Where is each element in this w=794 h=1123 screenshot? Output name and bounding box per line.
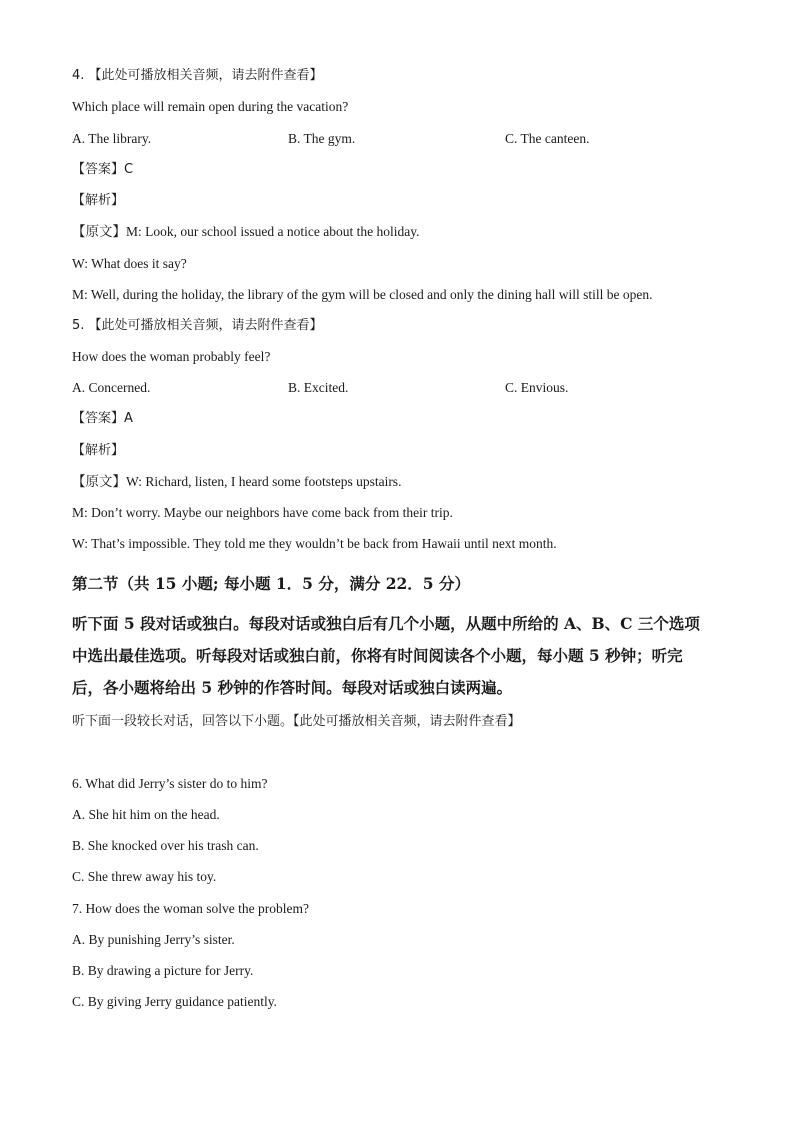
q5-header: 5. 【此处可播放相关音频，请去附件查看】 <box>72 318 323 333</box>
q4-analysis: 【解析】 <box>72 193 125 208</box>
q5-question: How does the woman probably feel? <box>72 349 271 364</box>
q5-transcript-line-2: M: Don’t worry. Maybe our neighbors have come back from their trip. <box>72 505 453 520</box>
q4-header: 4. 【此处可播放相关音频，请去附件查看】 <box>72 68 323 83</box>
q4-option-a: A. The library. <box>72 131 152 146</box>
q5-analysis: 【解析】 <box>72 443 125 458</box>
q4-question: Which place will remain open during the vacation? <box>72 99 349 114</box>
q4-answer: 【答案】C <box>72 162 134 177</box>
q4-option-b: B. The gym. <box>288 131 356 146</box>
q4-transcript-line-3: M: Well, during the holiday, the library of the gym will be closed and only the dining hall will still be open. <box>72 287 653 302</box>
q5-option-c: C. Envious. <box>505 380 569 395</box>
q5-answer: 【答案】A <box>72 411 133 426</box>
q5-transcript-line-3: W: That’s impossible. They told me they wouldn’t be back from Hawaii until next month. <box>72 536 557 551</box>
section2-instruction-line-3: 后，各小题将给出 5 秒钟的作答时间。每段对话或独白读两遍。 <box>72 678 513 697</box>
q6-option-a: A. She hit him on the head. <box>72 807 220 822</box>
q5-option-b: B. Excited. <box>288 380 349 395</box>
q4-transcript-line-1: 【原文】M: Look, our school issued a notice about the holiday. <box>72 224 420 239</box>
q7-option-c: C. By giving Jerry guidance patiently. <box>72 994 277 1009</box>
section2-title: 第二节（共 15 小题; 每小题 1．5 分，满分 22．5 分） <box>72 574 470 593</box>
q6-question: 6. What did Jerry’s sister do to him? <box>72 776 268 791</box>
q4-transcript-line-2: W: What does it say? <box>72 256 187 271</box>
q7-question: 7. How does the woman solve the problem? <box>72 901 309 916</box>
q5-option-a: A. Concerned. <box>72 380 151 395</box>
q4-option-c: C. The canteen. <box>505 131 590 146</box>
section2-instruction-line-2: 中选出最佳选项。听每段对话或独白前，你将有时间阅读各个小题，每小题 5 秒钟；听完 <box>72 646 683 665</box>
q7-option-b: B. By drawing a picture for Jerry. <box>72 963 254 978</box>
q6-option-b: B. She knocked over his trash can. <box>72 838 259 853</box>
q6-option-c: C. She threw away his toy. <box>72 869 217 884</box>
section2-instruction-line-1: 听下面 5 段对话或独白。每段对话或独白后有几个小题，从题中所给的 A、B、C 三个选项 <box>72 614 700 633</box>
q5-transcript-line-1: 【原文】W: Richard, listen, I heard some footsteps upstairs. <box>72 474 402 489</box>
section2-prompt: 听下面一段较长对话，回答以下小题。【此处可播放相关音频，请去附件查看】 <box>72 714 521 729</box>
q7-option-a: A. By punishing Jerry’s sister. <box>72 932 235 947</box>
